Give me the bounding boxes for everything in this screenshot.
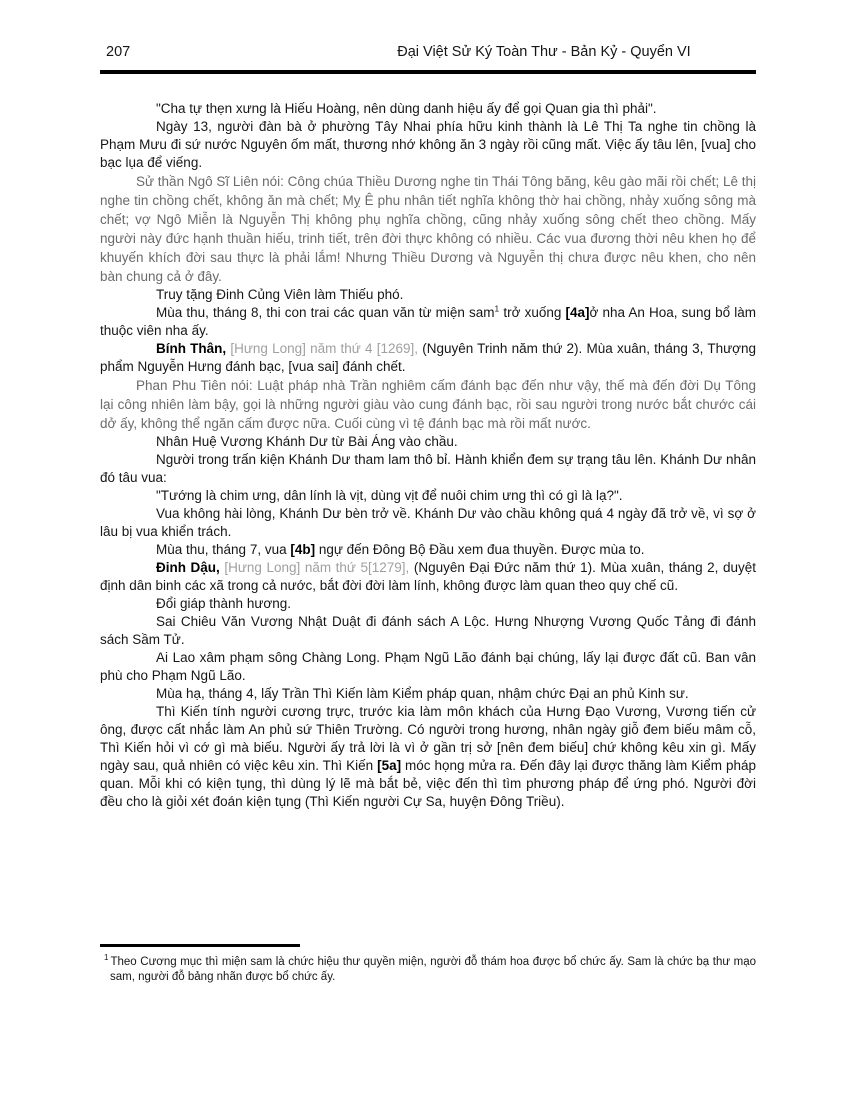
- text-segment-bold: Bính Thân,: [156, 341, 231, 356]
- paragraph: [100, 505, 756, 541]
- commentary-paragraph: [100, 172, 756, 286]
- paragraph: [100, 118, 756, 172]
- text-segment-gray: [Hưng Long] năm thứ 5[1279],: [224, 560, 414, 575]
- text-segment-bold: Đinh Dậu,: [156, 560, 225, 575]
- text-segment-normal: trở xuống: [499, 305, 566, 320]
- text-segment-gray: [Hưng Long] năm thứ 4 [1269],: [230, 341, 423, 356]
- paragraph: [100, 433, 756, 451]
- text-segment-normal: Ai Lao xâm phạm sông Chàng Long. Phạm Ngũ Lão đánh bại chúng, lấy lại được đất cũ. Ban vân phù cho Phạm Ngũ Lão.: [100, 650, 756, 683]
- text-segment-normal: ngự đến Đông Bộ Đầu xem đua thuyền. Được mùa to.: [315, 542, 645, 557]
- footnote-text: Theo Cương mục thì miện sam là chức hiệu thư quyền miện, người đỗ thám hoa được bổ chức ấy. Sam là chức bạ thư mạo sam, người đỗ bảng nhãn được bổ chức ấy.: [110, 956, 756, 983]
- document-body: [100, 100, 756, 811]
- text-segment-normal: Vua không hài lòng, Khánh Dư bèn trở về. Khánh Dư vào chầu không quá 4 ngày đã trở về, vì sợ ở lâu bị vua khiển trách.: [100, 506, 756, 539]
- paragraph: [100, 595, 756, 613]
- text-segment-normal: "Tướng là chim ưng, dân lính là vịt, dùng vịt để nuôi chim ưng thì có gì là lạ?".: [156, 488, 623, 503]
- footnote-area: [100, 944, 756, 985]
- text-segment-normal: Mùa thu, tháng 8, thi con trai các quan văn từ miện sam: [156, 305, 495, 320]
- text-segment-normal: (Nguyên Trinh năm thứ 2). Mùa xuân, tháng 3, Thượng phẩm Nguyễn Hưng đánh bạc, [vua sai] đánh chết.: [100, 341, 756, 374]
- commentary-paragraph: [100, 376, 756, 433]
- paragraph: [100, 340, 756, 376]
- paragraph: [100, 487, 756, 505]
- paragraph: [100, 100, 756, 118]
- paragraph: [100, 613, 756, 649]
- page-number: 207: [106, 44, 131, 60]
- footnote-separator: [100, 944, 300, 947]
- text-segment-normal: "Cha tự thẹn xưng là Hiếu Hoàng, nên dùng danh hiệu ấy để gọi Quan gia thì phải".: [156, 101, 657, 116]
- text-segment-normal: Thì Kiến tính người cương trực, trước kia làm môn khách của Hưng Đạo Vương, Vương tiến cử ông, được cất nhắc làm An phủ sứ Thiên Trường. Có người trong hương, nhân ngày giỗ đem biếu mâm cỗ, Thì Kiến hỏi vì cớ gì mà biếu. Người ấy trả lời là vì ở gần trị sở [nên đem biếu] chứ không kêu xin gì. Mấy ngày sau, quả nhiên có việc kêu xin. Thì Kiến: [100, 704, 756, 773]
- text-segment-normal: Sử thần Ngô Sĩ Liên nói: Công chúa Thiều Dương nghe tin Thái Tông băng, kêu gào mãi rồi chết; Lê thị nghe tin chồng chết, không ăn mà chết; Mỵ Ê phu nhân tiết nghĩa không thờ hai chồng, nhảy xuống sông mà chết; vợ Ngô Miễn là Nguyễn Thị không phụ nghĩa chồng, cũng nhảy xuống sông chết theo chồng. Mấy người này đức hạnh thuần hiếu, trinh tiết, trên đời thực không có nhiều. Các vua đương thời nêu khen họ để khuyến khích đời sau thực là phải lắm! Nhưng Thiều Dương và Nguyễn thị chưa được nêu khen, cho nên bàn chung cả ở đây.: [100, 174, 756, 284]
- page-content: [100, 44, 756, 811]
- paragraph: [100, 286, 756, 304]
- text-segment-bold: [4b]: [290, 542, 316, 557]
- paragraph: [100, 559, 756, 595]
- text-segment-normal: Sai Chiêu Văn Vương Nhật Duật đi đánh sách A Lộc. Hưng Nhượng Vương Quốc Tảng đi đánh sách Sầm Tử.: [100, 614, 756, 647]
- footnote: [100, 955, 756, 985]
- text-segment-normal: Nhân Huệ Vương Khánh Dư từ Bài Áng vào chầu.: [156, 434, 458, 449]
- header-rule: [100, 70, 756, 74]
- text-segment-normal: Người trong trấn kiện Khánh Dư tham lam thô bỉ. Hành khiển đem sự trạng tâu lên. Khánh Dư nhân đó tâu vua:: [100, 452, 756, 485]
- paragraph: [100, 649, 756, 685]
- paragraph: [100, 685, 756, 703]
- paragraph: [100, 541, 756, 559]
- footnote-marker: 1: [104, 953, 109, 963]
- text-segment-normal: Ngày 13, người đàn bà ở phường Tây Nhai phía hữu kinh thành là Lê Thị Ta nghe tin chồng là Phạm Mưu đi sứ nước Nguyên ốm mất, thương nhớ không ăn 3 ngày rồi cũng mất. Việc ấy tâu lên, [vua] cho bạc lụa để viếng.: [100, 119, 756, 170]
- paragraph: [100, 703, 756, 811]
- text-segment-normal: ở nha An Hoa, sung bổ làm thuộc viên nha ấy.: [100, 305, 756, 338]
- text-segment-normal: Truy tặng Đinh Củng Viên làm Thiếu phó.: [156, 287, 404, 302]
- text-segment-normal: Phan Phu Tiên nói: Luật pháp nhà Trần nghiêm cấm đánh bạc đến như vậy, thế mà đến đời Dụ Tông lại công nhiên làm bậy, gọi là những người giàu vào cung đánh bạc, rồi sau người trong nước bắt chước cái dở ấy, không thể ngăn cấm được nữa. Cuối cùng vì tệ đánh bạc mà rồi mất nước.: [100, 378, 756, 431]
- text-segment-bold: [4a]: [565, 305, 590, 320]
- paragraph: [100, 304, 756, 340]
- text-segment-normal: (Nguyên Đại Đức năm thứ 1). Mùa xuân, tháng 2, duyệt định dân binh các xã trong cả nước, bắt đời đời làm lính, không được làm quan theo quy chế cũ.: [100, 560, 756, 593]
- document-title: Đại Việt Sử Ký Toàn Thư - Bản Kỷ - Quyển VI: [397, 44, 691, 60]
- paragraph: [100, 451, 756, 487]
- page-header: [100, 44, 756, 66]
- text-segment-normal: Đổi giáp thành hương.: [156, 596, 291, 611]
- text-segment-normal: Mùa hạ, tháng 4, lấy Trần Thì Kiến làm Kiểm pháp quan, nhậm chức Đại an phủ Kinh sư.: [156, 686, 689, 701]
- text-segment-sup: 1: [494, 303, 500, 314]
- text-segment-bold: [5a]: [377, 758, 402, 773]
- text-segment-normal: Mùa thu, tháng 7, vua: [156, 542, 291, 557]
- text-segment-normal: móc họng mửa ra. Đến đây lại được thăng làm Kiểm pháp quan. Mỗi khi có kiện tụng, thì dùng lý lẽ mà bắt bẻ, việc đến thì tìm phương pháp để ứng phó. Người đời đều cho là giỏi xét đoán kiện tụng (Thì Kiến người Cự Sa, huyện Đông Triều).: [100, 758, 756, 809]
